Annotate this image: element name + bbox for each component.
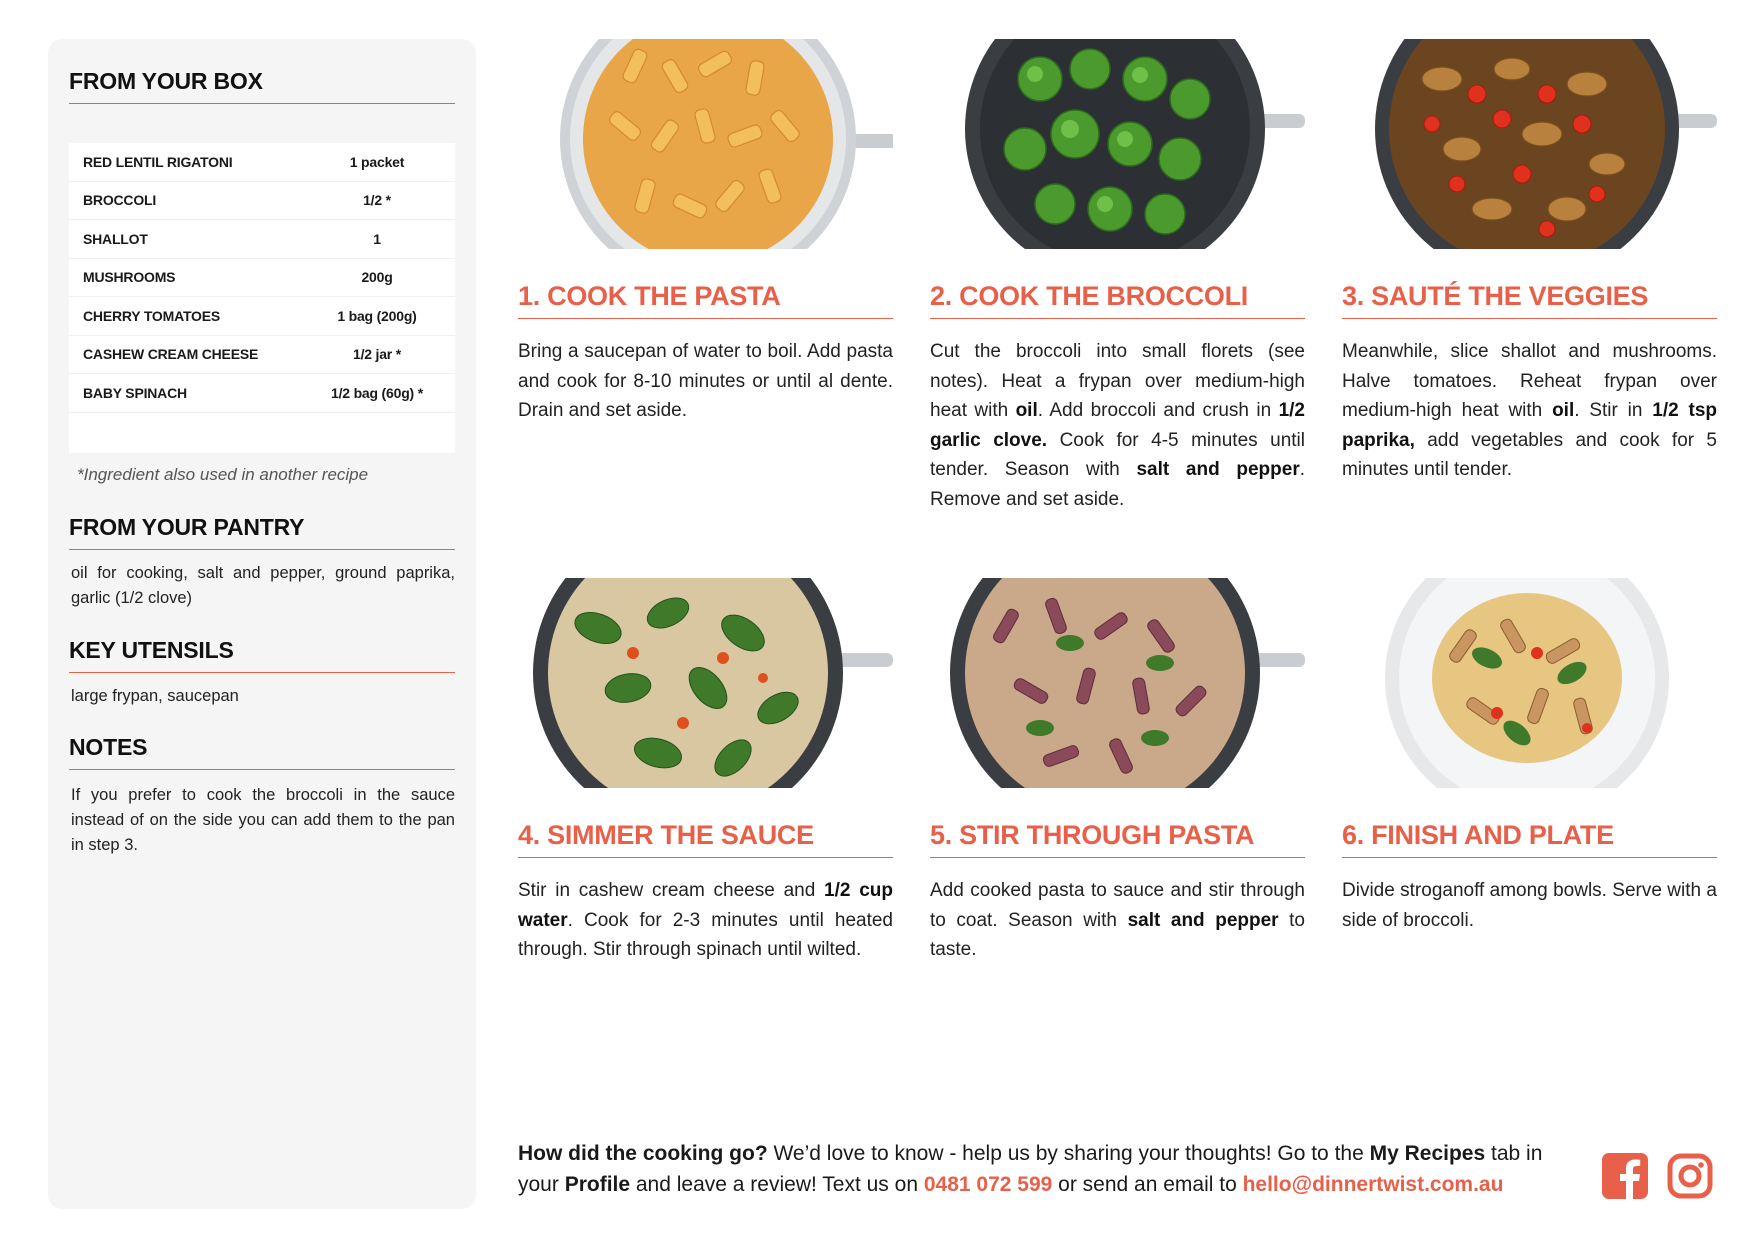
contact-link[interactable]: hello@dinnertwist.com.au bbox=[1242, 1173, 1504, 1196]
step-3-text bbox=[1342, 337, 1717, 485]
text-run: Cut the broccoli into small florets (see notes). Heat a frypan over medium-high heat with bbox=[930, 341, 1305, 421]
bold-text: How did the cooking go? bbox=[518, 1142, 768, 1165]
pantry-items: oil for cooking, salt and pepper, ground paprika, garlic (1/2 clove) bbox=[71, 564, 455, 607]
step-6-title: 6. FINISH AND PLATE bbox=[1342, 820, 1717, 858]
bold-text: Profile bbox=[564, 1173, 631, 1196]
text-run: Stir in cashew cream cheese and bbox=[518, 880, 825, 901]
step-3-photo bbox=[1342, 39, 1717, 249]
ingredient-quantity: 1 bbox=[373, 230, 381, 247]
step-2-title: 2. COOK THE BROCCOLI bbox=[930, 281, 1305, 319]
ingredient-quantity: 200g bbox=[361, 269, 393, 286]
step-1-photo bbox=[518, 39, 893, 249]
ingredient-row bbox=[69, 220, 455, 259]
text-run: Cook for 4-5 minutes until tender. Season with bbox=[930, 429, 1306, 480]
instagram-icon[interactable] bbox=[1667, 1153, 1713, 1199]
contact-link[interactable]: 0481 072 599 bbox=[923, 1173, 1053, 1196]
step-5 bbox=[930, 578, 1305, 965]
text-run: add vegetables and cook for 5 minutes until tender. bbox=[1342, 429, 1717, 480]
ingredient-quantity: 1 bag (200g) bbox=[337, 307, 417, 324]
step-5-text bbox=[930, 876, 1305, 965]
text-run: or send an email to bbox=[1052, 1173, 1243, 1196]
facebook-icon[interactable] bbox=[1602, 1153, 1648, 1199]
ingredient-name: CASHEW CREAM CHEESE bbox=[83, 346, 259, 363]
bold-text: oil bbox=[1552, 400, 1575, 421]
ingredient-name: MUSHROOMS bbox=[83, 269, 176, 286]
step-6-photo bbox=[1342, 578, 1717, 788]
text-run: Meanwhile, slice shallot and mushrooms. Halve tomatoes. Reheat frypan over medium-high heat with bbox=[1342, 341, 1717, 421]
from-your-box-heading: FROM YOUR BOX bbox=[69, 68, 455, 104]
bold-text: salt and pepper bbox=[1127, 909, 1279, 931]
review-request-text bbox=[518, 1138, 1578, 1200]
step-4-text bbox=[518, 876, 893, 965]
step-1-text bbox=[518, 337, 893, 426]
step-5-photo bbox=[930, 578, 1305, 788]
bold-text: 1/2 cup water bbox=[518, 880, 893, 931]
ingredient-name: BABY SPINACH bbox=[83, 384, 187, 401]
text-run: Bring a saucepan of water to boil. Add pasta and cook for 8-10 minutes or until al dente. Drain and set aside. bbox=[518, 341, 893, 421]
ingredient-row bbox=[69, 182, 455, 221]
notes-text: If you prefer to cook the broccoli in the sauce instead of on the side you can add them to the pan in step 3. bbox=[71, 786, 455, 854]
bold-text: oil bbox=[1015, 400, 1038, 421]
ingredient-row bbox=[69, 374, 455, 413]
ingredient-quantity: 1 packet bbox=[349, 153, 405, 170]
text-run: We’d love to know - help us by sharing your thoughts! Go to the bbox=[767, 1142, 1370, 1165]
ingredient-quantity: 1/2 * bbox=[363, 192, 391, 209]
key-utensils-heading: KEY UTENSILS bbox=[69, 637, 455, 673]
plated-dish-image bbox=[1342, 578, 1717, 788]
step-4-photo bbox=[518, 578, 893, 788]
ingredient-row bbox=[69, 259, 455, 298]
step-6-text bbox=[1342, 876, 1717, 935]
step-2 bbox=[930, 39, 1305, 514]
ingredient-quantity: 1/2 bag (60g) * bbox=[331, 384, 423, 401]
ingredients-sidebar bbox=[48, 39, 476, 1209]
utensils-list: large frypan, saucepan bbox=[71, 687, 239, 705]
ingredients-table bbox=[69, 143, 455, 453]
ingredient-footnote: *Ingredient also used in another recipe bbox=[77, 465, 369, 484]
notes-heading: NOTES bbox=[69, 734, 455, 770]
bold-text: My Recipes bbox=[1369, 1142, 1486, 1165]
step-4-title: 4. SIMMER THE SAUCE bbox=[518, 820, 893, 858]
step-2-photo bbox=[930, 39, 1305, 249]
bold-text: 1/2 tsp paprika, bbox=[1342, 400, 1717, 451]
text-run: . Cook for 2-3 minutes until heated through. Stir through spinach until wilted. bbox=[518, 909, 893, 960]
step-2-text bbox=[930, 337, 1305, 514]
step-6 bbox=[1342, 578, 1717, 935]
step-1-title: 1. COOK THE PASTA bbox=[518, 281, 893, 319]
pasta-sauce-pan-image bbox=[930, 578, 1305, 788]
veggies-pan-image bbox=[1342, 39, 1717, 249]
ingredient-row bbox=[69, 143, 455, 182]
ingredient-name: RED LENTIL RIGATONI bbox=[83, 153, 233, 170]
step-3 bbox=[1342, 39, 1717, 485]
ingredient-row bbox=[69, 336, 455, 375]
pasta-pot-image bbox=[518, 39, 893, 249]
step-3-title: 3. SAUTÉ THE VEGGIES bbox=[1342, 281, 1717, 319]
step-4 bbox=[518, 578, 893, 965]
ingredient-quantity: 1/2 jar * bbox=[352, 346, 401, 363]
text-run: . Remove and set aside. bbox=[930, 459, 1306, 510]
ingredient-name: SHALLOT bbox=[83, 230, 148, 247]
text-run: Divide stroganoff among bowls. Serve with a side of broccoli. bbox=[1342, 880, 1717, 931]
text-run: . Add broccoli and crush in bbox=[1037, 400, 1279, 421]
text-run: tab in your bbox=[518, 1142, 1543, 1196]
ingredient-name: BROCCOLI bbox=[83, 192, 157, 209]
ingredient-row bbox=[69, 297, 455, 336]
text-run: . Stir in bbox=[1574, 400, 1653, 421]
bold-text: salt and pepper bbox=[1136, 459, 1300, 480]
text-run: to taste. bbox=[930, 909, 1305, 960]
step-5-title: 5. STIR THROUGH PASTA bbox=[930, 820, 1305, 858]
step-1 bbox=[518, 39, 893, 426]
sauce-pan-image bbox=[518, 578, 893, 788]
broccoli-pan-image bbox=[930, 39, 1305, 249]
text-run: and leave a review! Text us on bbox=[630, 1173, 924, 1196]
ingredient-name: CHERRY TOMATOES bbox=[83, 307, 221, 324]
text-run: Add cooked pasta to sauce and stir through to coat. Season with bbox=[930, 880, 1305, 931]
bold-text: 1/2 garlic clove. bbox=[930, 400, 1305, 451]
from-your-pantry-heading: FROM YOUR PANTRY bbox=[69, 514, 455, 550]
